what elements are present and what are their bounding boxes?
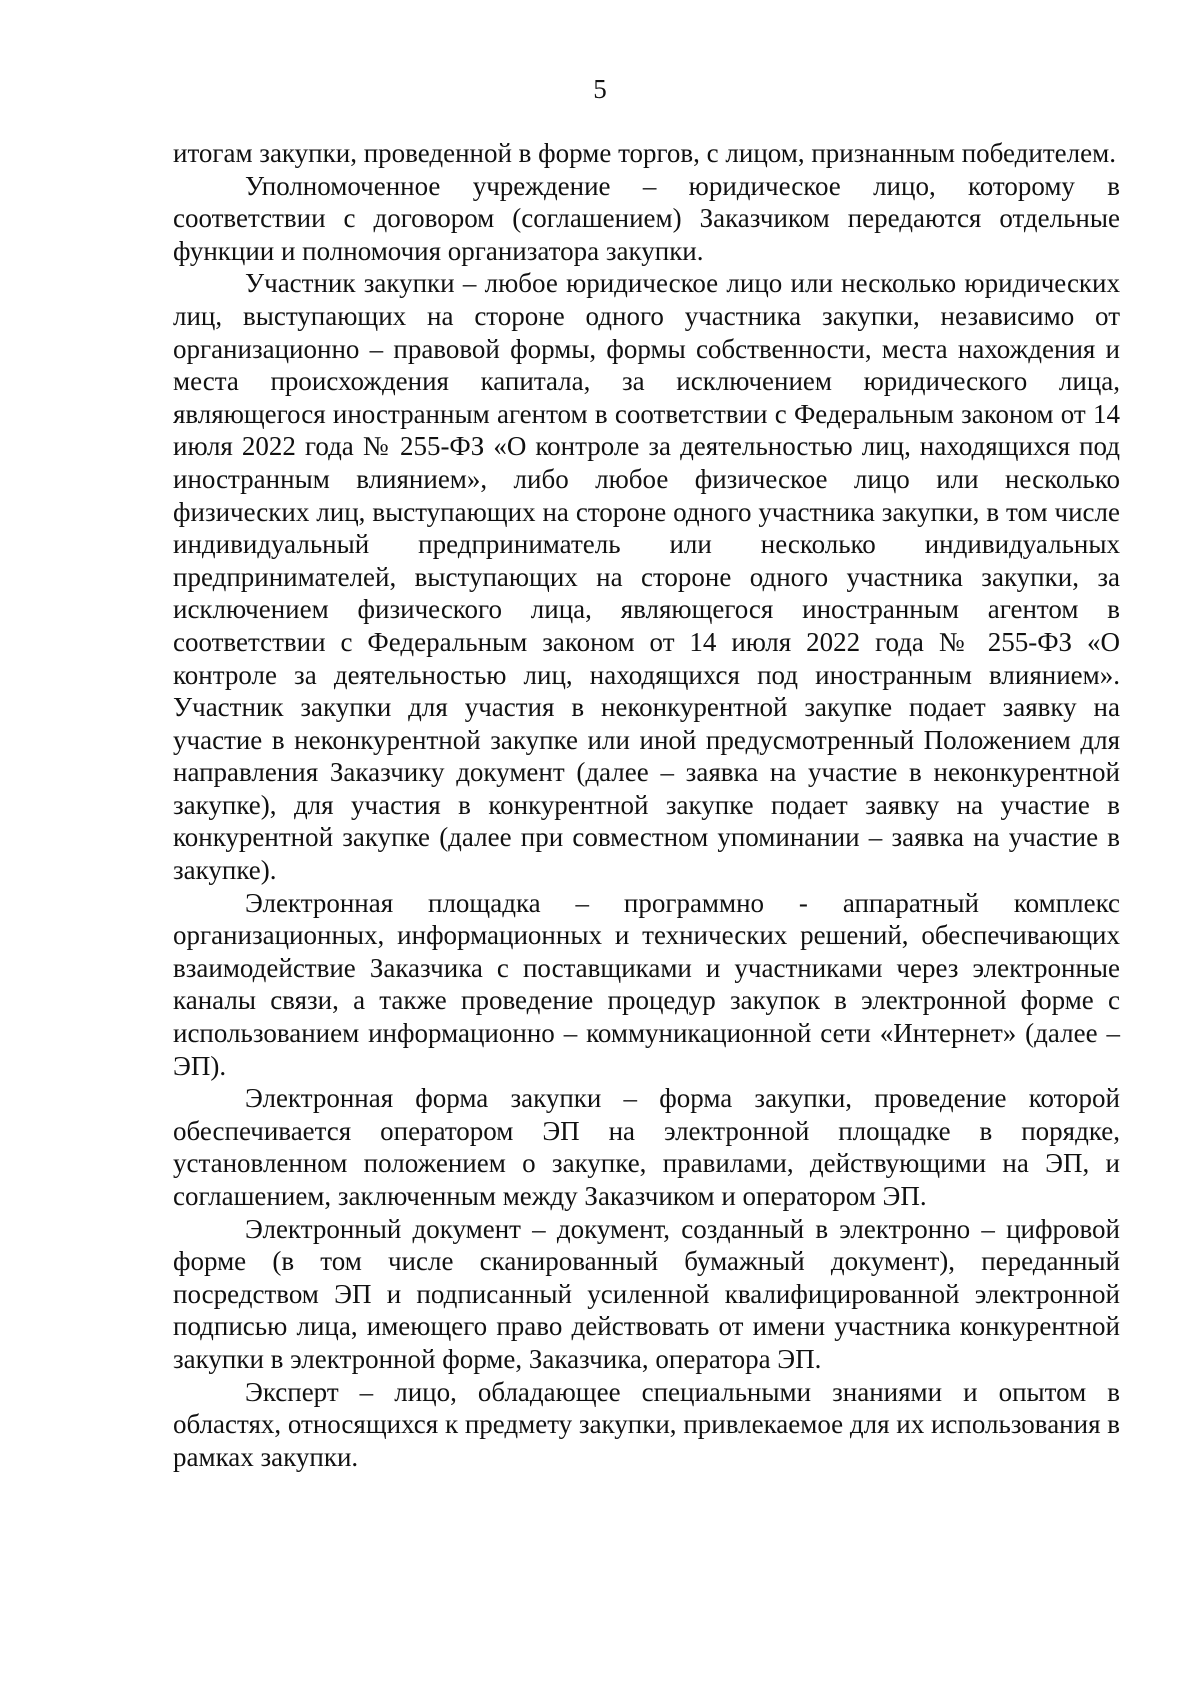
paragraph-continuation: итогам закупки, проведенной в форме торгов, с лицом, признанным победителем. (173, 138, 1116, 168)
paragraph-authorized-institution: Уполномоченное учреждение – юридическое лицо, которому в соответствии с договором (соглашением) Заказчиком передаются отдельные функции и полномочия организатора закупки. (173, 170, 1120, 266)
paragraph-electronic-platform: Электронная площадка – программно - аппаратный комплекс организационных, информационных и технических решений, обеспечивающих взаимодействие Заказчика с поставщиками и участниками через электронные каналы связи, а также проведение процедур закупок в электронной форме с использованием информационно – коммуникационной сети «Интернет» (далее – ЭП). (173, 887, 1120, 1081)
paragraph-expert: Эксперт – лицо, обладающее специальными знаниями и опытом в областях, относящихся к предмету закупки, привлекаемое для их использования в рамках закупки. (173, 1376, 1120, 1472)
paragraph-electronic-procurement-form: Электронная форма закупки – форма закупки, проведение которой обеспечивается оператором ЭП на электронной площадке в порядке, установленном положением о закупке, правилами, действующими на ЭП, и соглашением, заключенным между Заказчиком и оператором ЭП. (173, 1083, 1120, 1211)
paragraph-procurement-participant: Участник закупки – любое юридическое лицо или несколько юридических лиц, выступающих на стороне одного участника закупки, независимо от организационно – правовой формы, формы собственности, места нахождения и места происхождения капитала, за исключением юридического лица, являющегося иностранным агентом в соответствии с Федеральным законом от 14 июля 2022 года № 255-ФЗ «О контроле за деятельностью лиц, находящихся под иностранным влиянием», либо любое физическое лицо или несколько физических лиц, выступающих на стороне одного участника закупки, в том числе индивидуальный предприниматель или несколько индивидуальных предпринимателей, выступающих на стороне одного участника закупки, за исключением физического лица, являющегося иностранным агентом в соответствии с Федеральным законом от 14 июля 2022 года № 255-ФЗ «О контроле за деятельностью лиц, находящихся под иностранным влиянием». Участник закупки для участия в неконкурентной закупке подает заявку на участие в неконкурентной закупке или иной предусмотренный Положением для направления Заказчику документ (далее – заявка на участие в неконкурентной закупке), для участия в конкурентной закупке подает заявку на участие в конкурентной закупке (далее при совместном упоминании – заявка на участие в закупке). (173, 268, 1120, 886)
page-number: 5 (593, 74, 607, 104)
document-body (173, 137, 1120, 1473)
paragraph-electronic-document: Электронный документ – документ, созданный в электронно – цифровой форме (в том числе сканированный бумажный документ), переданный посредством ЭП и подписанный усиленной квалифицированной электронной подписью лица, имеющего право действовать от имени участника конкурентной закупки в электронной форме, Заказчика, оператора ЭП. (173, 1213, 1120, 1374)
